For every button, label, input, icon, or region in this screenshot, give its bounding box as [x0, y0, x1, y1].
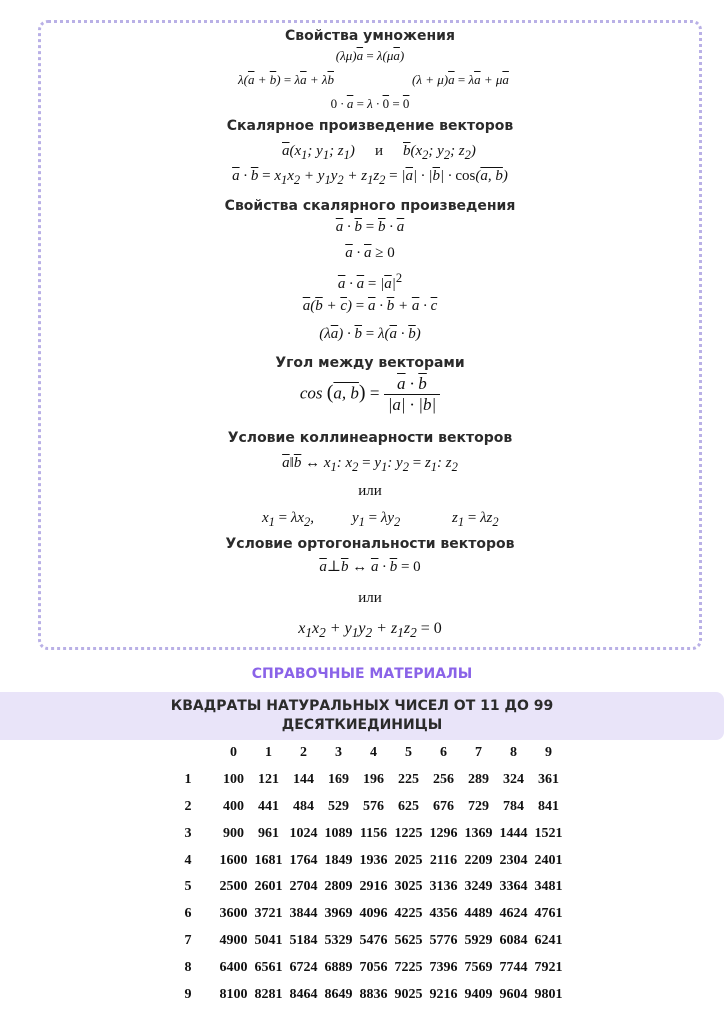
formula-orthogonal-coords: $x_1x_2 + y_1y_2 + z_1z_2 = 0$ [298, 620, 442, 641]
table-cell: 361 [538, 772, 559, 788]
table-cell: 484 [293, 798, 314, 814]
table-cell: 676 [433, 798, 454, 814]
column-header: 1 [265, 745, 272, 761]
table-cell: 9025 [394, 986, 423, 1002]
table-cell: 6889 [324, 959, 353, 975]
table-cell: 8281 [254, 986, 283, 1002]
table-cell: 4761 [534, 906, 563, 922]
table-cell: 4624 [499, 906, 528, 922]
table-cell: 5929 [464, 932, 493, 948]
table-cell: 2401 [534, 852, 563, 868]
table-cell: 225 [398, 772, 419, 788]
column-header: 2 [300, 745, 307, 761]
squares-table [160, 740, 580, 1008]
table-row [160, 954, 566, 981]
table-cell: 2209 [464, 852, 493, 868]
table-cell: 2601 [254, 879, 283, 895]
table-row [160, 847, 566, 874]
table-cell: 3249 [464, 879, 493, 895]
table-cell: 8464 [289, 986, 318, 1002]
table-cell: 4489 [464, 906, 493, 922]
formula-zero: $0 \cdot \overline{a} = \lambda \cdot 0 = 0$ [330, 96, 410, 111]
row-header: 6 [184, 906, 192, 922]
squares-title: КВАДРАТЫ НАТУРАЛЬНЫХ ЧИСЕЛ ОТ 11 ДО 99 [170, 698, 554, 714]
formula-orthogonal: $\overline{a}\perp\overline{b}$ ↔ $\overline{a} \cdot \overline{b} = 0$ [319, 559, 421, 575]
table-cell: 1600 [219, 852, 248, 868]
table-header-row [160, 740, 566, 767]
table-cell: 5476 [359, 932, 388, 948]
table-cell: 8649 [324, 986, 353, 1002]
table-cell: 1156 [359, 825, 388, 841]
table-cell: 100 [223, 772, 244, 788]
table-row [160, 981, 566, 1008]
table-cell: 5184 [289, 932, 318, 948]
table-cell: 5041 [254, 932, 283, 948]
formula-vector-b: $\overline{b}(x_2$; $y_2$; $z_2$) [403, 143, 476, 162]
squares-subtitle: ДЕСЯТКИЕДИНИЦЫ [281, 717, 443, 733]
table-cell: 2916 [359, 879, 388, 895]
heading-scalar-props: Свойства скалярного произведения [224, 198, 516, 214]
table-row [160, 767, 566, 794]
table-cell: 169 [328, 772, 349, 788]
table-cell: 7744 [499, 959, 528, 975]
word-or-2: или [358, 590, 382, 606]
table-cell: 1089 [324, 825, 353, 841]
table-cell: 1936 [359, 852, 388, 868]
table-cell: 8836 [359, 986, 388, 1002]
table-cell: 7921 [534, 959, 563, 975]
table-cell: 4225 [394, 906, 423, 922]
table-cell: 1024 [289, 825, 318, 841]
table-cell: 441 [258, 798, 279, 814]
table-cell: 2809 [324, 879, 353, 895]
table-cell: 576 [363, 798, 384, 814]
row-header: 4 [184, 852, 192, 868]
formula-angle: cos (a, b) = $\frac{\overline{a} \cdot \overline{b}}{|\overline{a}| \cdot |\overline{b}|}$ [38, 374, 702, 415]
column-header: 0 [230, 745, 237, 761]
row-header: 9 [184, 986, 192, 1002]
table-cell: 1681 [254, 852, 283, 868]
table-row [160, 901, 566, 928]
table-cell: 9409 [464, 986, 493, 1002]
table-cell: 3844 [289, 906, 318, 922]
word-and: и [375, 143, 384, 159]
squares-title-band [0, 692, 724, 740]
table-cell: 1764 [289, 852, 318, 868]
table-cell: 529 [328, 798, 349, 814]
table-cell: 289 [468, 772, 489, 788]
table-cell: 1849 [324, 852, 353, 868]
table-cell: 9216 [429, 986, 458, 1002]
table-cell: 4096 [359, 906, 388, 922]
table-cell: 5625 [394, 932, 423, 948]
row-header: 2 [184, 798, 192, 814]
table-cell: 3136 [429, 879, 458, 895]
table-cell: 6561 [254, 959, 283, 975]
table-cell: 7396 [429, 959, 458, 975]
formula-y-lambda: $y_1 = \lambda y_2$ [352, 510, 401, 529]
formula-distributive: $\overline{a}(\overline{b} + \overline{c}) = \overline{a} \cdot \overline{b} + \overline{a} \cdot \overline{c}$ [302, 298, 438, 314]
table-cell: 3364 [499, 879, 528, 895]
heading-orthogonal: Условие ортогональности векторов [225, 536, 515, 552]
formula-scalar-product: $\overline{a} \cdot \overline{b} = x_1x_2 + y_1y_2 + z_1z_2 = |\overline{a}| \cdot |\overline{b}| \cdot \cos(a$, b) [232, 168, 508, 187]
table-cell: 121 [258, 772, 279, 788]
formula-collinear: $\overline{a}‖\overline{b}$ ↔ $x_1$: $x_2 = y_1$: $y_2 = z_1$: $z_2$ [282, 455, 458, 474]
table-cell: 3721 [254, 906, 283, 922]
row-header: 5 [184, 879, 192, 895]
column-header: 8 [510, 745, 517, 761]
formula-square: $\overline{a} \cdot \overline{a} = |\overline{a}|^2$ [337, 271, 403, 292]
table-cell: 729 [468, 798, 489, 814]
table-cell: 784 [503, 798, 524, 814]
table-cell: 2704 [289, 879, 318, 895]
table-cell: 2116 [429, 852, 458, 868]
table-cell: 6724 [289, 959, 318, 975]
formula-scalar-assoc: $(\lambda\overline{a}) \cdot \overline{b} = \lambda(\overline{a} \cdot \overline{b})$ [319, 326, 421, 342]
table-cell: 2304 [499, 852, 528, 868]
table-cell: 196 [363, 772, 384, 788]
table-cell: 841 [538, 798, 559, 814]
table-row [160, 874, 566, 901]
reference-label: СПРАВОЧНЫЕ МАТЕРИАЛЫ [251, 666, 473, 682]
table-cell: 1444 [499, 825, 528, 841]
formula-vector-a: $\overline{a}(x_1$; $y_1$; $z_1$) [282, 143, 355, 162]
word-or-1: или [358, 483, 382, 499]
table-cell: 7056 [359, 959, 388, 975]
heading-collinear: Условие коллинеарности векторов [227, 430, 513, 446]
table-cell: 256 [433, 772, 454, 788]
table-cell: 5329 [324, 932, 353, 948]
table-cell: 4900 [219, 932, 248, 948]
table-cell: 900 [223, 825, 244, 841]
column-header: 6 [440, 745, 447, 761]
table-cell: 1369 [464, 825, 493, 841]
table-cell: 6241 [534, 932, 563, 948]
row-header: 3 [184, 825, 192, 841]
table-cell: 9604 [499, 986, 528, 1002]
table-cell: 7225 [394, 959, 423, 975]
table-cell: 1521 [534, 825, 563, 841]
formula-z-lambda: $z_1 = \lambda z_2$ [452, 510, 499, 529]
table-row [160, 928, 566, 955]
formula-nonneg: $\overline{a} \cdot \overline{a} \ge 0$ [345, 245, 395, 261]
row-header: 1 [184, 772, 192, 788]
row-header: 8 [184, 959, 192, 975]
table-cell: 625 [398, 798, 419, 814]
table-cell: 6084 [499, 932, 528, 948]
table-cell: 4356 [429, 906, 458, 922]
table-cell: 961 [258, 825, 279, 841]
table-cell: 3969 [324, 906, 353, 922]
heading-scalar: Скалярное произведение векторов [226, 118, 514, 134]
table-cell: 400 [223, 798, 244, 814]
column-header: 4 [370, 745, 377, 761]
column-header: 3 [335, 745, 342, 761]
table-cell: 3481 [534, 879, 563, 895]
column-header: 7 [475, 745, 482, 761]
table-row [160, 820, 566, 847]
table-cell: 2500 [219, 879, 248, 895]
table-cell: 2025 [394, 852, 423, 868]
formula-commutative: $\overline{a} \cdot \overline{b} = \overline{b} \cdot \overline{a}$ [335, 219, 405, 235]
table-cell: 144 [293, 772, 314, 788]
table-cell: 1225 [394, 825, 423, 841]
table-cell: 6400 [219, 959, 248, 975]
table-cell: 1296 [429, 825, 458, 841]
heading-mult-props: Свойства умножения [285, 28, 455, 44]
table-cell: 3600 [219, 906, 248, 922]
table-cell: 9801 [534, 986, 563, 1002]
column-header: 5 [405, 745, 412, 761]
formula-assoc: $(\lambda\mu)\overline{a} = \lambda(\mu\overline{a})$ [335, 48, 405, 63]
formula-x-lambda: $x_1 = \lambda x_2$, [262, 510, 315, 529]
formula-distrib-scalars: $(\lambda + \mu)\overline{a} = \lambda\overline{a} + \mu\overline{a}$ [412, 72, 509, 87]
table-cell: 3025 [394, 879, 423, 895]
heading-angle: Угол между векторами [275, 355, 465, 371]
row-header: 7 [184, 932, 192, 948]
table-cell: 324 [503, 772, 524, 788]
table-cell: 5776 [429, 932, 458, 948]
table-row [160, 794, 566, 821]
table-cell: 8100 [219, 986, 248, 1002]
table-cell: 7569 [464, 959, 493, 975]
formula-distrib-vectors: $\lambda(\overline{a} + \overline{b}) = \lambda\overline{a} + \lambda\overline{b}$ [238, 72, 334, 87]
header-corner [160, 740, 216, 767]
column-header: 9 [545, 745, 552, 761]
